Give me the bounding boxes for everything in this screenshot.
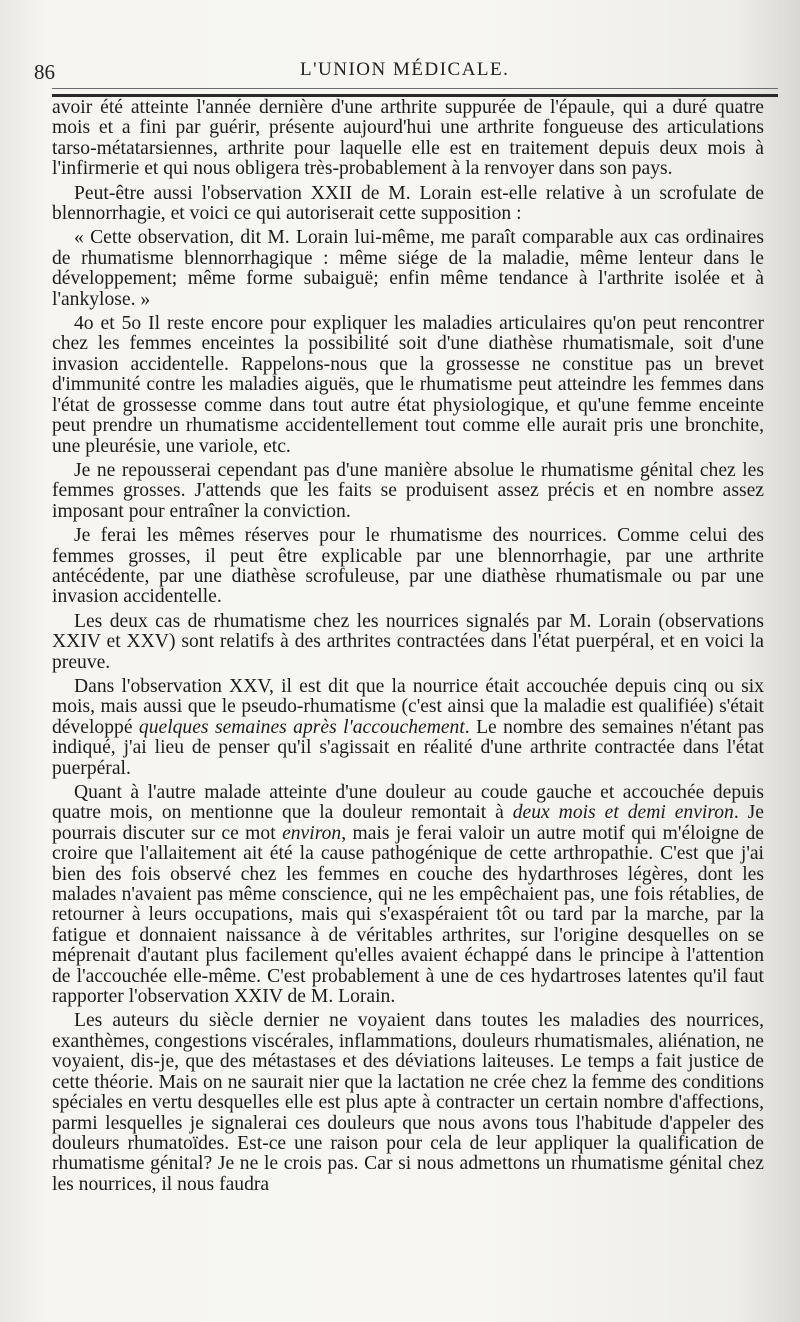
article-body [52, 98, 764, 1199]
paragraph-6: Je ferai les mêmes réserves pour le rhumatisme des nourrices. Comme celui des femmes grosses, il peut être explicable par une blennorrhagie, par une arthrite antécédente, par une diathèse scrofuleuse, par une diathèse rhumatismale ou par une invasion accidentelle. [52, 525, 764, 608]
paragraph-10: Les auteurs du siècle dernier ne voyaient dans toutes les maladies des nourrices, exanthèmes, congestions viscérales, inflammations, douleurs rhumatismales, aliénation, ne voyaient, dis-je, que des métastases et des déviations laiteuses. Le temps a fait justice de cette théorie. Mais on ne saurait nier que la lactation ne crée chez la femme des conditions spéciales en vertu desquelles elle est plus apte à contracter un certain nombre d'affections, parmi lesquelles je signalerai ces douleurs que nous avons tous l'habitude d'appeler des douleurs rhumatoïdes. Est-ce une raison pour cela de leur appliquer la qualification de rhumatisme génital? Je ne le crois pas. Car si nous admettons un rhumatisme génital chez les nourrices, il nous faudra [52, 1010, 764, 1195]
paragraph-9-emphasis-2: environ [282, 822, 342, 844]
paragraph-8-text-a: Dans l'observation XXV, il est dit que la nourrice était accouchée depuis cinq ou six mois, mais aussi que le pseudo-rhumatisme (c'est ainsi que la maladie est qualifiée) s'était développé [52, 675, 764, 738]
paragraph-1: avoir été atteinte l'année dernière d'une arthrite suppurée de l'épaule, qui a duré quatre mois et a fini par guérir, présente aujourd'hui une arthrite fongueuse des articulations tarso-métatarsiennes, arthrite pour laquelle elle est en traitement depuis deux mois à l'infirmerie et qui nous obligera très-probablement à la renvoyer dans son pays. [52, 97, 764, 180]
paragraph-9-emphasis-1: deux mois et demi environ [512, 802, 734, 824]
page-header [0, 0, 800, 100]
page-number: 86 [34, 60, 55, 84]
paragraph-9-text-c: , mais je ferai valoir un autre motif qui m'éloigne de croire que l'allaitement ait été la cause pathogénique de cette arthropathie. C'est que j'ai bien des fois observé chez les femmes en couche des hydarthroses légères, dont les malades n'avaient pas même conscience, qui ne les empêchaient pas, une fois rétablies, de retourner à leurs occupations, mais qui s'exaspéraient tôt ou tard par la marche, par la fatigue et donnaient naissance à de véritables arthrites, sur l'origine desquelles on se méprenait d'autant plus facilement qu'elles avaient échappé dans le principe à l'attention de l'accouchée elle-même. C'est probablement à une de ces hydartroses latentes qu'il faut rapporter l'observation XXIV de M. Lorain. [52, 822, 765, 1008]
paragraph-4: 4o et 5o Il reste encore pour expliquer les maladies articulaires qu'on peut rencontrer chez les femmes enceintes la possibilité soit d'une diathèse rhumatismale, soit d'une invasion accidentelle. Rappelons-nous que la grossesse ne constitue pas un brevet d'immunité contre les maladies aiguës, que le rhumatisme peut atteindre les femmes dans l'état de grossesse comme dans tout autre état physiologique, et qu'une femme enceinte peut prendre un rhumatisme accidentellement tout comme elle aurait pris une bronchite, une pleurésie, une variole, etc. [52, 313, 764, 457]
paragraph-7: Les deux cas de rhumatisme chez les nourrices signalés par M. Lorain (observations XXIV et XXV) sont relatifs à des arthrites contractées dans l'état puerpéral, et en voici la preuve. [52, 610, 764, 673]
paragraph-9 [52, 783, 764, 1007]
paragraph-3-quote: « Cette observation, dit M. Lorain lui-même, me paraît comparable aux cas ordinaires de rhumatisme blennorrhagique : même siége de la maladie, même lenteur dans le développement; même forme subaiguë; enfin même tendance à l'arthrite isolée et à l'ankylose. » [52, 227, 764, 310]
paragraph-9-text-b: . Je pourrais discuter sur ce mot [52, 802, 764, 844]
paragraph-2: Peut-être aussi l'observation XXII de M. Lorain est-elle relative à un scrofulate de blennorrhagie, et voici ce qui autoriserait cette supposition : [52, 182, 764, 225]
paragraph-8-emphasis: quelques semaines après l'accouchement [138, 716, 465, 738]
running-head: L'UNION MÉDICALE. [300, 59, 510, 80]
paragraph-5: Je ne repousserai cependant pas d'une manière absolue le rhumatisme génital chez les femmes grosses. J'attends que les faits se produisent assez précis et en nombre assez imposant pour entraîner la conviction. [52, 459, 764, 522]
header-rule-thin [52, 88, 778, 89]
paragraph-9-text-a: Quant à l'autre malade atteinte d'une douleur au coude gauche et accouchée depuis quatre mois, on mentionne que la douleur remontait à [52, 782, 764, 824]
paragraph-8-text-b: . Le nombre des semaines n'étant pas indiqué, j'ai lieu de penser qu'il s'agissait en réalité d'une arthrite contractée dans l'état puerpéral. [52, 716, 764, 779]
paragraph-8 [52, 677, 764, 779]
